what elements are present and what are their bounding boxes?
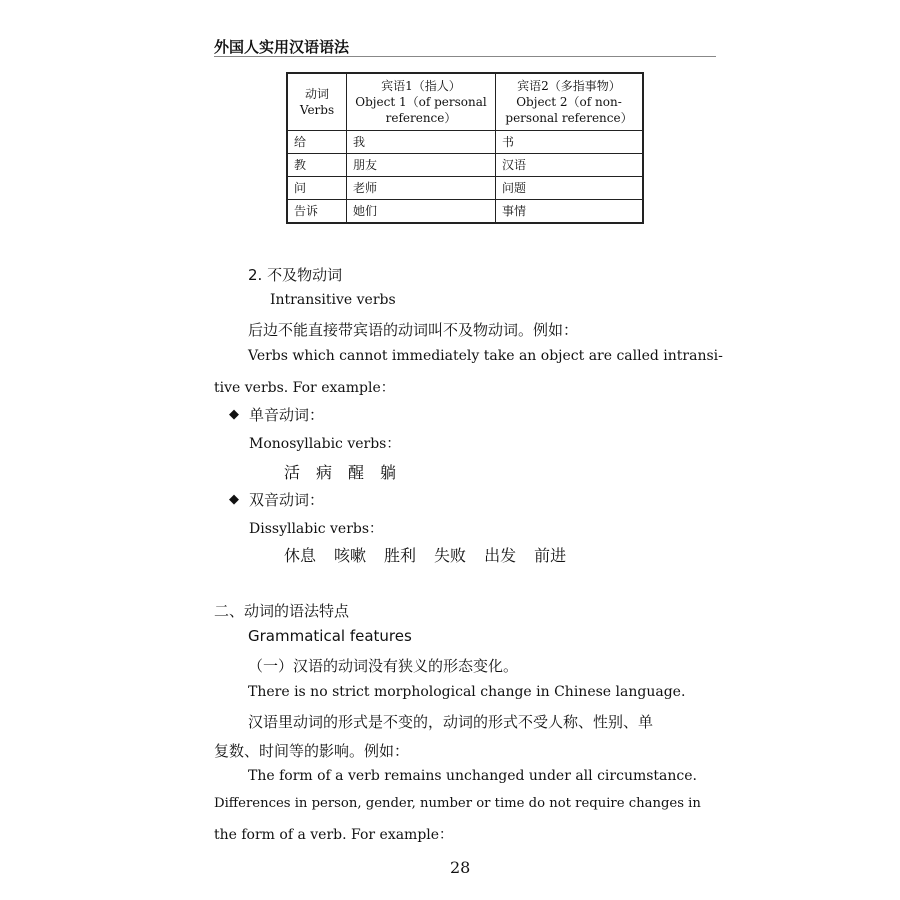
table-row (287, 131, 643, 154)
verb-object-table (286, 72, 644, 224)
paragraph-en-line: The form of a verb remains unchanged under all circumstance. (248, 768, 697, 784)
table-cell: 问题 (496, 177, 644, 200)
table-cell: 汉语 (496, 154, 644, 177)
paragraph-en-line: Verbs which cannot immediately take an object are called intransi- (248, 348, 723, 364)
example-word: 病 (316, 463, 333, 482)
table-cell: 事情 (496, 200, 644, 224)
table-cell: 教 (287, 154, 347, 177)
table-header-cell: 宾语2（多指事物） Object 2（of non- personal reference） (496, 73, 644, 131)
table-cell: 告诉 (287, 200, 347, 224)
section-heading-en: Grammatical features (248, 627, 412, 645)
table-cell: 她们 (347, 200, 496, 224)
section-heading: 2. 不及物动词 (248, 266, 343, 284)
diamond-bullet-icon: ◆ (229, 492, 239, 507)
paragraph-zh-line: 汉语里动词的形式是不变的，动词的形式不受人称、性别、单 (248, 713, 654, 731)
bullet-label-zh: 单音动词： (249, 406, 325, 424)
table-header-cell: 动词 Verbs (287, 73, 347, 131)
table-cell: 朋友 (347, 154, 496, 177)
page-number: 28 (450, 858, 471, 877)
table-cell: 给 (287, 131, 347, 154)
example-word: 醒 (348, 463, 365, 482)
subsection-heading: （一）汉语的动词没有狭义的形态变化。 (248, 657, 519, 675)
table-cell: 问 (287, 177, 347, 200)
section-heading-en: Intransitive verbs (270, 292, 396, 308)
subsection-heading-en: There is no strict morphological change in Chinese language. (248, 684, 686, 700)
example-word: 出发 (484, 546, 517, 565)
example-word: 休息 (284, 546, 317, 565)
table-row (287, 177, 643, 200)
table-row (287, 154, 643, 177)
example-word: 咳嗽 (334, 546, 367, 565)
bullet-label-en: Dissyllabic verbs： (249, 521, 384, 537)
example-word: 活 (284, 463, 301, 482)
section-heading: 二、动词的语法特点 (214, 602, 350, 620)
paragraph-en-line: the form of a verb. For example： (214, 827, 454, 843)
table-row (287, 200, 643, 224)
example-word: 胜利 (384, 546, 417, 565)
example-word: 前进 (534, 546, 567, 565)
paragraph-zh: 后边不能直接带宾语的动词叫不及物动词。例如： (248, 321, 579, 339)
example-list (284, 543, 584, 566)
table-cell: 书 (496, 131, 644, 154)
table-header-row (287, 73, 643, 131)
table-cell: 我 (347, 131, 496, 154)
running-header (214, 36, 716, 57)
table-header-cell: 宾语1（指人） Object 1（of personal reference） (347, 73, 496, 131)
paragraph-en-line: tive verbs. For example： (214, 380, 395, 396)
table-cell: 老师 (347, 177, 496, 200)
header-title: 外国人实用汉语语法 (214, 38, 353, 56)
bullet-label-zh: 双音动词： (249, 491, 325, 509)
diamond-bullet-icon: ◆ (229, 407, 239, 422)
example-word: 失败 (434, 546, 467, 565)
example-list (284, 460, 412, 483)
example-word: 躺 (380, 463, 397, 482)
paragraph-zh-line: 复数、时间等的影响。例如： (214, 742, 410, 760)
bullet-label-en: Monosyllabic verbs： (249, 436, 401, 452)
paragraph-en-line: Differences in person, gender, number or time do not require changes in (214, 796, 701, 811)
